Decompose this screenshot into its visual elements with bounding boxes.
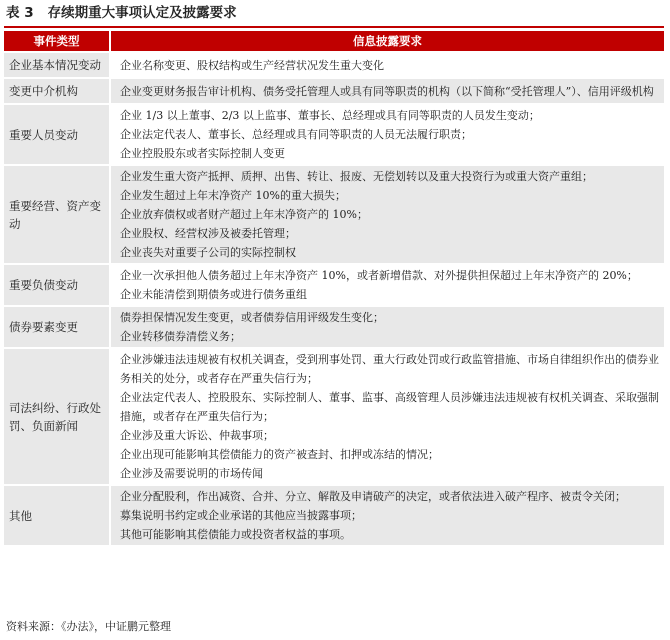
table-row <box>4 105 664 164</box>
requirement-line: 企业分配股利，作出减资、合并、分立、解散及申请破产的决定，或者依法进入破产程序、被责令关闭； <box>120 490 626 503</box>
requirement-line: 企业出现可能影响其偿债能力的资产被查封、扣押或冻结的情况； <box>120 448 439 461</box>
event-type-cell: 重要负债变动 <box>4 265 111 305</box>
disclosure-requirement-cell <box>111 307 664 347</box>
table-header-row <box>4 31 664 51</box>
table-caption <box>6 2 237 24</box>
disclosure-requirement-cell <box>111 486 664 545</box>
requirement-line: 企业发生重大资产抵押、质押、出售、转让、报废、无偿划转以及重大投资行为或重大资产重组； <box>120 170 593 183</box>
caption-rule <box>4 26 664 28</box>
requirement-line: 企业控股股东或者实际控制人变更 <box>120 147 285 160</box>
table-row <box>4 307 664 347</box>
disclosure-requirement-cell <box>111 265 664 305</box>
header-event-type: 事件类型 <box>4 31 111 51</box>
table-row <box>4 486 664 545</box>
requirement-line: 企业发生超过上年末净资产 10%的重大损失； <box>120 189 346 202</box>
requirement-line: 企业涉及重大诉讼、仲裁事项； <box>120 429 274 442</box>
requirement-line: 企业名称变更、股权结构或生产经营状况发生重大变化 <box>120 58 384 72</box>
requirement-line: 企业放弃债权或者财产超过上年末净资产的 10%； <box>120 208 368 221</box>
requirement-line: 企业一次承担他人债务超过上年末净资产 10%，或者新增借款、对外提供担保超过上年末净资产的 20%； <box>120 269 638 282</box>
requirement-line: 企业涉及需要说明的市场传闻 <box>120 467 263 480</box>
requirement-line: 企业 1/3 以上董事、2/3 以上监事、董事长、总经理或具有同等职责的人员发生变动； <box>120 109 540 122</box>
requirement-line: 企业丧失对重要子公司的实际控制权 <box>120 246 296 259</box>
disclosure-requirement-cell <box>111 53 664 77</box>
table-number: 表 3 <box>6 5 34 21</box>
source-note: 资料来源：《办法》，中证鹏元整理 <box>6 620 171 633</box>
event-type-cell: 其他 <box>4 486 111 545</box>
disclosure-requirement-cell <box>111 166 664 263</box>
header-disclosure-requirement: 信息披露要求 <box>111 31 664 51</box>
disclosure-requirement-cell <box>111 349 664 484</box>
requirement-line: 企业变更财务报告审计机构、债务受托管理人或具有同等职责的机构（以下简称“受托管理人”）、信用评级机构 <box>120 84 654 98</box>
event-type-cell: 企业基本情况变动 <box>4 53 111 77</box>
event-type-cell: 司法纠纷、行政处罚、负面新闻 <box>4 349 111 484</box>
table-row <box>4 265 664 305</box>
requirement-line: 企业法定代表人、董事长、总经理或具有同等职责的人员无法履行职责； <box>120 128 472 141</box>
requirement-line: 其他可能影响其偿债能力或投资者权益的事项。 <box>120 528 351 541</box>
requirement-line: 债券担保情况发生变更，或者债券信用评级发生变化； <box>120 311 384 324</box>
table-row <box>4 79 664 103</box>
requirement-line: 企业股权、经营权涉及被委托管理； <box>120 227 296 240</box>
requirement-line: 募集说明书约定或企业承诺的其他应当披露事项； <box>120 509 362 522</box>
requirement-line: 企业涉嫌违法违规被有权机关调查，受到刑事处罚、重大行政处罚或行政监管措施、市场自律组织作出的债券业务相关的处分，或者存在严重失信行为； <box>120 353 659 385</box>
table-body <box>4 53 664 545</box>
event-type-cell: 重要人员变动 <box>4 105 111 164</box>
event-type-cell: 重要经营、资产变动 <box>4 166 111 263</box>
event-type-cell: 变更中介机构 <box>4 79 111 103</box>
disclosure-requirement-cell <box>111 105 664 164</box>
table-row <box>4 53 664 77</box>
requirement-line: 企业转移债券清偿义务； <box>120 330 241 343</box>
disclosure-requirement-cell <box>111 79 664 103</box>
table-title: 存续期重大事项认定及披露要求 <box>47 5 237 21</box>
event-type-cell: 债券要素变更 <box>4 307 111 347</box>
table-row <box>4 166 664 263</box>
requirement-line: 企业未能清偿到期债务或进行债务重组 <box>120 288 307 301</box>
disclosure-table <box>4 29 664 547</box>
table-row <box>4 349 664 484</box>
requirement-line: 企业法定代表人、控股股东、实际控制人、董事、监事、高级管理人员涉嫌违法违规被有权机关调查、采取强制措施，或者存在严重失信行为； <box>120 391 659 423</box>
